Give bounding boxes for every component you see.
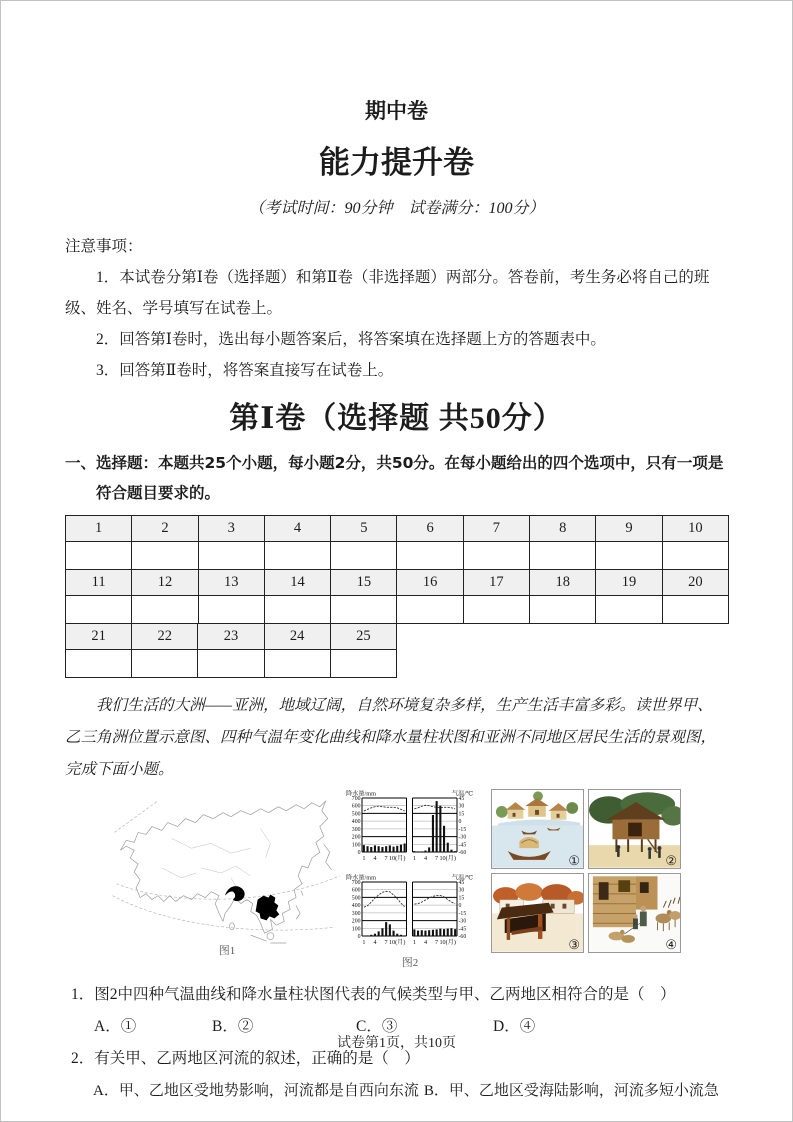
answer-cell[interactable] [264,542,330,570]
option-c: C．③ [356,1017,398,1035]
notice-item-2: 2．回答第Ⅰ卷时，选出每小题答案后，将答案填在选择题上方的答题表中。 [96,331,606,348]
answer-cell[interactable] [198,542,264,570]
svg-text:1: 1 [412,938,416,946]
svg-text:10(月): 10(月) [388,854,406,862]
svg-text:45: 45 [458,879,465,886]
answer-num: 17 [463,570,529,596]
svg-text:0: 0 [357,933,361,940]
question-1: 1．图2中四种气温曲线和降水量柱状图代表的气候类型与甲、乙两地区相符合的是（ ） [71,985,676,1003]
svg-text:45: 45 [458,795,465,802]
answer-cell[interactable] [132,542,198,570]
answer-num: 24 [264,623,330,649]
svg-text:200: 200 [351,834,361,841]
svg-text:700: 700 [351,879,361,886]
map-caption: 图1 [218,944,236,957]
answer-num: 19 [596,570,662,596]
photo-label-1: ① [568,852,580,868]
answer-cell[interactable] [331,542,397,570]
climate-chart-2 [410,789,474,873]
answer-cell[interactable] [198,649,264,677]
option-b: B．甲、乙地区受海陆影响，河流多短小流急 [423,1082,719,1099]
notice-heading: 注意事项： [65,238,143,255]
asia-map-figure [111,789,343,957]
answer-cell[interactable] [132,649,198,677]
figures-row [65,789,728,971]
svg-text:300: 300 [351,910,361,917]
answer-cell[interactable] [530,542,596,570]
section1-intro: 一、选择题：本题共25个小题，每小题2分，共50分。在每小题给出的四个选项中，只有一项是符合题目要求的。 [65,454,724,502]
climate-chart-1 [345,789,409,873]
svg-text:7: 7 [384,938,388,946]
answer-cell[interactable] [463,542,529,570]
svg-text:30: 30 [458,887,465,894]
photo-label-3: ③ [568,936,580,952]
option-d: D．④ [493,1017,536,1035]
svg-text:气温/℃: 气温/℃ [451,790,473,797]
page-title: 能力提升卷 [319,145,474,181]
svg-text:200: 200 [351,918,361,925]
exam-info: （考试时间：90分钟 试卷满分：100分） [248,200,545,217]
page-footer: 试卷第1页，共10页 [337,1036,456,1051]
answer-table-header-row [66,570,729,596]
svg-text:-30: -30 [458,834,467,841]
svg-text:0: 0 [357,849,361,856]
svg-text:4: 4 [373,938,377,946]
answer-table-header-row [66,623,397,649]
answer-num: 14 [264,570,330,596]
answer-cell[interactable] [264,649,330,677]
svg-text:600: 600 [351,803,361,810]
answer-num: 21 [66,623,132,649]
answer-cell[interactable] [662,596,728,624]
svg-text:气温/℃: 气温/℃ [451,874,473,881]
answer-num: 5 [331,516,397,542]
answer-table-blank-row [66,596,729,624]
answer-table-tail [65,623,397,678]
climate-chart-3 [345,873,409,957]
answer-num: 6 [397,516,463,542]
option-b: B．② [212,1017,254,1035]
answer-table-blank-row [66,542,729,570]
svg-text:300: 300 [351,826,361,833]
svg-text:4: 4 [373,854,377,862]
answer-cell[interactable] [662,542,728,570]
answer-cell[interactable] [330,649,396,677]
svg-text:10(月): 10(月) [439,938,456,946]
answer-num: 20 [662,570,728,596]
svg-text:100: 100 [351,925,361,932]
answer-num: 23 [198,623,264,649]
answer-num: 25 [330,623,396,649]
svg-text:-30: -30 [458,918,467,925]
answer-cell[interactable] [66,542,132,570]
svg-text:1: 1 [412,854,416,862]
notice-item-1: 1．本试卷分第Ⅰ卷（选择题）和第Ⅱ卷（非选择题）两部分。答卷前，考生务必将自己的班级、姓名、学号填写在试卷上。 [65,269,710,317]
svg-text:7: 7 [384,854,388,862]
svg-text:15: 15 [458,810,465,817]
photo-desert-dwelling [491,873,584,953]
answer-num: 16 [397,570,463,596]
page-content [1,95,792,1107]
photo-snow-reindeer [588,873,681,953]
answer-cell[interactable] [66,649,132,677]
delta-yi-marker [256,894,280,920]
svg-text:-60: -60 [458,849,467,856]
asia-map-illustration [111,789,343,945]
answer-num: 2 [132,516,198,542]
answer-cell[interactable] [397,542,463,570]
svg-text:-45: -45 [458,925,467,932]
svg-text:30: 30 [458,803,465,810]
svg-text:0: 0 [458,902,462,909]
answer-num: 13 [198,570,264,596]
notice-section [65,231,728,386]
answer-cell[interactable] [463,596,529,624]
landscape-photos-grid [491,789,681,953]
answer-cell[interactable] [530,596,596,624]
answer-num: 10 [662,516,728,542]
answer-num: 1 [66,516,132,542]
svg-text:10(月): 10(月) [439,854,456,862]
answer-table-header-row [66,516,729,542]
option-a: A．① [94,1017,137,1035]
answer-num: 4 [264,516,330,542]
svg-text:700: 700 [351,795,361,802]
reading-passage: 我们生活的大洲——亚洲，地域辽阔，自然环境复杂多样，生产生活丰富多彩。读世界甲、乙三角洲位置示意图、四种气温年变化曲线和降水量柱状图和亚洲不同地区居民生活的景观图，完成下面小题。 [65,696,717,778]
answer-cell[interactable] [66,596,132,624]
answer-cell[interactable] [397,596,463,624]
option-a: A．甲、乙地区受地势影响，河流都是自西向东流 [93,1082,419,1099]
photo-water-town [491,789,584,869]
answer-num: 11 [66,570,132,596]
answer-num: 9 [596,516,662,542]
svg-text:500: 500 [351,810,361,817]
answer-cell[interactable] [596,596,662,624]
climate-chart-grid [345,789,475,957]
question-2-options [65,1075,728,1107]
svg-text:-15: -15 [458,826,467,833]
svg-text:0: 0 [458,818,462,825]
svg-text:-45: -45 [458,841,467,848]
svg-text:15: 15 [458,894,465,901]
answer-cell[interactable] [198,596,264,624]
svg-text:4: 4 [423,938,428,946]
delta-jia-marker [225,886,245,901]
answer-num: 3 [198,516,264,542]
answer-table [65,515,729,624]
answer-num: 8 [530,516,596,542]
question-2: 2．有关甲、乙两地区河流的叙述，正确的是（ ） [71,1049,420,1067]
climate-charts-figure [345,789,475,969]
svg-text:-60: -60 [458,933,467,940]
svg-text:降水量/mm: 降水量/mm [346,790,376,797]
answer-cell[interactable] [596,542,662,570]
svg-text:1: 1 [362,938,366,946]
svg-text:-15: -15 [458,910,467,917]
svg-text:7: 7 [435,938,439,946]
section1-title: 第Ⅰ卷（选择题 共50分） [229,402,564,435]
climate-chart-4 [410,873,474,957]
svg-text:400: 400 [351,902,361,909]
svg-text:7: 7 [435,854,439,862]
exam-type-heading: 期中卷 [365,99,428,123]
answer-cell[interactable] [132,596,198,624]
photo-label-4: ④ [665,936,677,952]
svg-text:1: 1 [362,854,366,862]
answer-cell[interactable] [264,596,330,624]
answer-num: 15 [331,570,397,596]
charts-caption: 图2 [401,956,419,969]
svg-text:500: 500 [351,894,361,901]
svg-text:400: 400 [351,818,361,825]
answer-cell[interactable] [331,596,397,624]
svg-text:100: 100 [351,841,361,848]
photo-label-2: ② [665,852,677,868]
svg-text:10(月): 10(月) [388,938,406,946]
answer-num: 18 [530,570,596,596]
answer-num: 22 [132,623,198,649]
svg-text:600: 600 [351,887,361,894]
photo-stilt-house [588,789,681,869]
answer-table-blank-row [66,649,397,677]
svg-text:降水量/mm: 降水量/mm [346,874,376,881]
svg-text:4: 4 [423,854,428,862]
answer-num: 12 [132,570,198,596]
answer-num: 7 [463,516,529,542]
notice-item-3: 3．回答第Ⅱ卷时，将答案直接写在试卷上。 [96,362,394,379]
